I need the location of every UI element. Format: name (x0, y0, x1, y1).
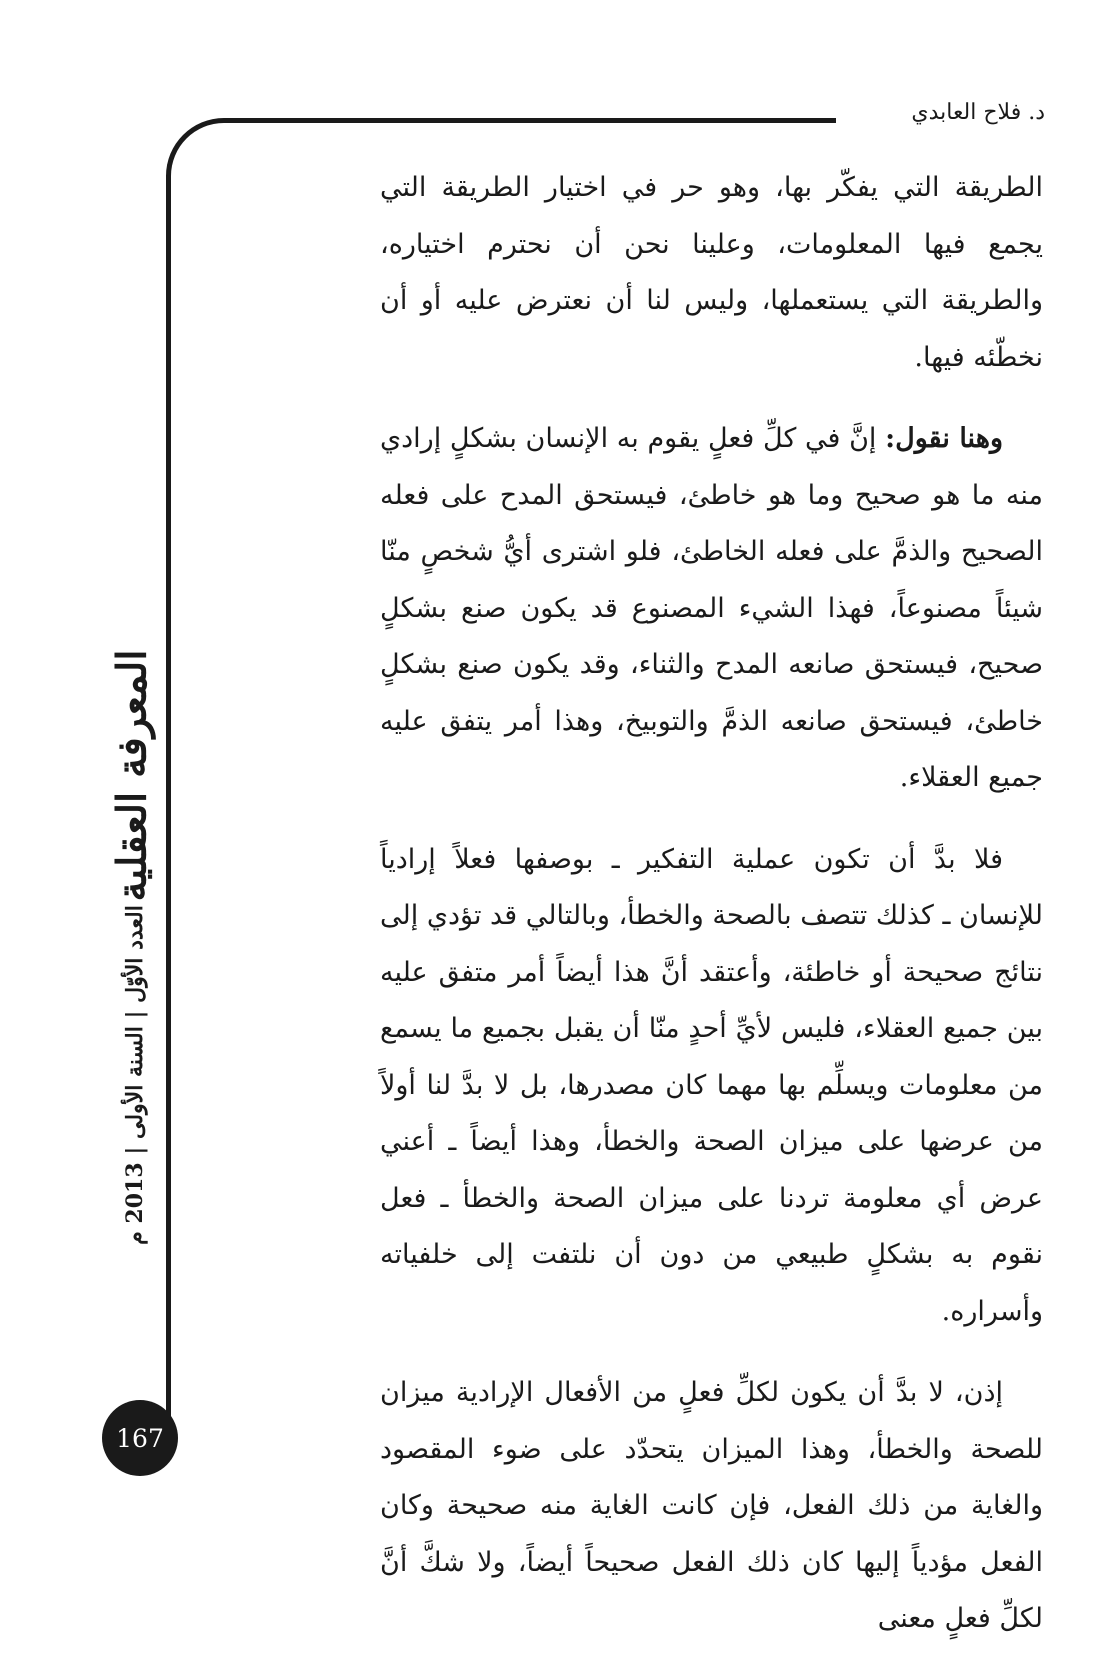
paragraph-3: فلا بدَّ أن تكون عملية التفكير ـ بوصفها فعلاً إرادياً للإنسان ـ كذلك تتصف بالصحة والخطأ، وبالتالي قد تؤدي إلى نتائج صحيحة أو خاطئة، وأعتقد أنَّ هذا أيضاً أمر متفق عليه بين جميع العقلاء، فليس لأيِّ أحدٍ منّا أن يقبل بجميع ما يسمع من معلومات ويسلِّم بها مهما كان مصدرها، بل لا بدَّ لنا أولاً من عرضها على ميزان الصحة والخطأ، وهذا أيضاً ـ أعني عرض أي معلومة تردنا على ميزان الصحة والخطأ ـ فعل نقوم به بشكلٍ طبيعي من دون أن نلتفت إلى خلفياته وأسراره. (380, 843, 1043, 1327)
article-body (380, 160, 1043, 1673)
paragraph-2-text: إنَّ في كلِّ فعلٍ يقوم به الإنسان بشكلٍ إرادي منه ما هو صحيح وما هو خاطئ، فيستحق المدح على فعله الصحيح والذمَّ على فعله الخاطئ، فلو اشترى أيُّ شخصٍ منّا شيئاً مصنوعاً، فهذا الشيء المصنوع قد يكون صنع بشكلٍ صحيح، فيستحق صانعه المدح والثناء، وقد يكون صنع بشكلٍ خاطئ، فيستحق صانعه الذمَّ والتوبيخ، وهذا أمر يتفق عليه جميع العقلاء. (380, 423, 1043, 793)
issue-info (115, 900, 155, 1250)
journal-logo-text: المعرفة العقلية (108, 649, 156, 901)
paragraph-2 (380, 411, 1043, 807)
journal-logo (102, 649, 162, 901)
author-name: د. فلاح العابدي (911, 100, 1045, 125)
page-number: 167 (116, 1423, 164, 1453)
issue-label: العدد الأوّل | السنة الأولى | 2013 م (122, 905, 148, 1245)
paragraph-1: الطريقة التي يفكّر بها، وهو حر في اختيار الطريقة التي يجمع فيها المعلومات، وعلينا نحن أن نحترم اختياره، والطريقة التي يستعملها، وليس لنا أن نعترض عليه أو أن نخطّئه فيها. (380, 172, 1043, 373)
page-number-badge (102, 1400, 178, 1476)
margin-rule (166, 175, 171, 1450)
paragraph-4: إذن، لا بدَّ أن يكون لكلِّ فعلٍ من الأفعال الإرادية ميزان للصحة والخطأ، وهذا الميزان يتحدّد على ضوء المقصود والغاية من ذلك الفعل، فإن كانت الغاية منه صحيحة وكان الفعل مؤدياً إليها كان ذلك الفعل صحيحاً أيضاً، ولا شكَّ أنَّ لكلِّ فعلٍ معنى (380, 1377, 1043, 1634)
paragraph-2-lead: وهنا نقول: (885, 423, 1003, 454)
